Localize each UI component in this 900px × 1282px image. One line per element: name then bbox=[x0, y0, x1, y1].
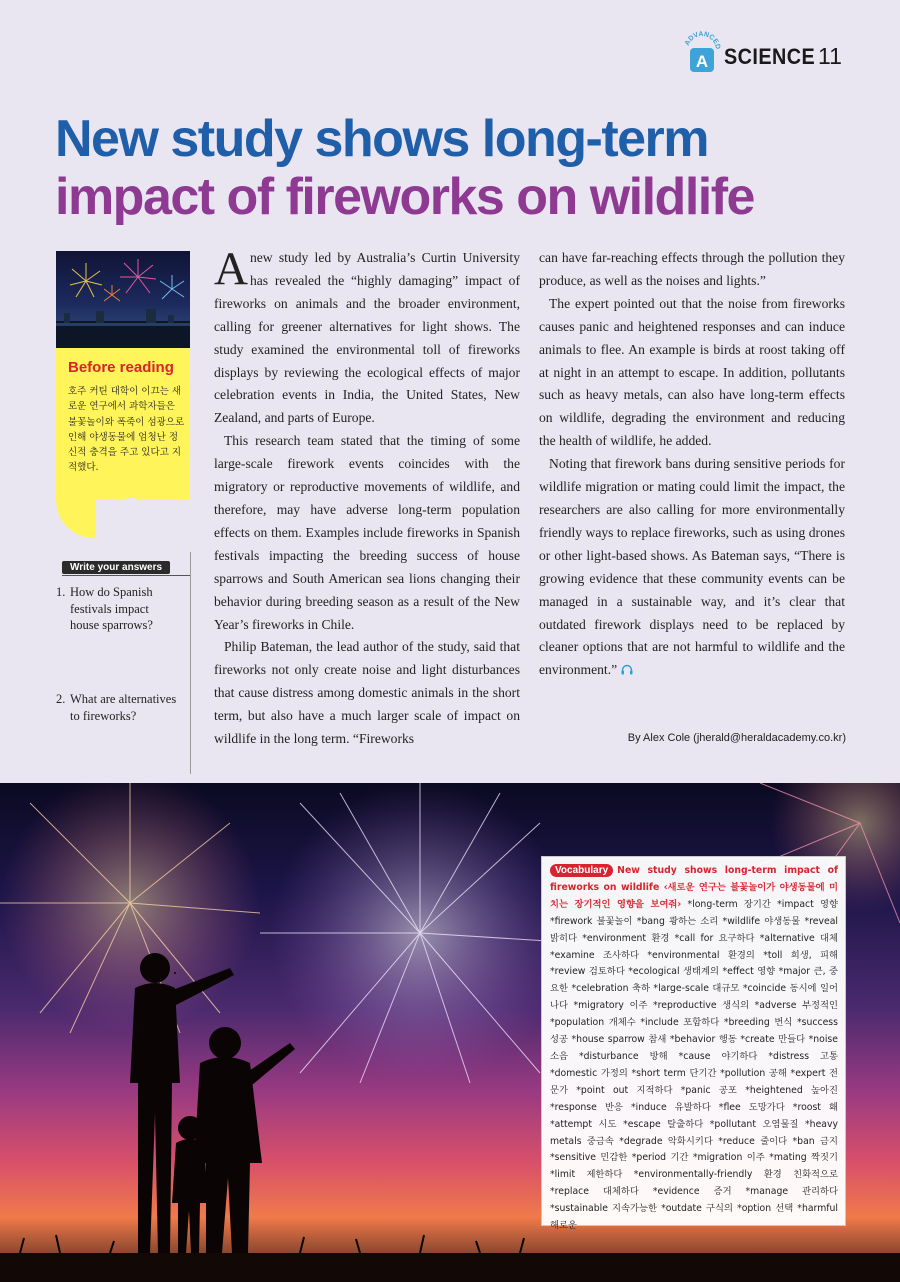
article-column-1 bbox=[214, 243, 520, 751]
advanced-badge-icon bbox=[682, 28, 722, 74]
paragraph-text: new study led by Australia’s Curtin University has revealed the “highly damaging” impact of fireworks on animals and the broader environment, calling for greener alternatives for light shows. The study examined the environmental toll of fireworks displays by reviewing the ecological effects of major celebration events in India, the United States, New Zealand, and parts of Europe. bbox=[214, 250, 520, 426]
write-answers-label: Write your answers bbox=[62, 561, 170, 574]
section-label: SCIENCE bbox=[724, 44, 816, 69]
vocabulary-list: *long-term 장기간 *impact 영향 *firework 불꽃놀이 *bang 쾅하는 소리 *wildlife 야생동물 *reveal 밝히다 *environment 환경 *call for 요구하다 *alternative 대체 *examine 조사하다 *environmental 환경의 *toll 희생, 피해 *review 검토하다 *ecological 생태계의 *effect 영향 *major 큰, 중요한 *celebration 축하 *large-scale 대규모 *coincide 동시에 일어나다 *migratory 이주 *reproductive 생식의 *adverse 부정적인 *population 개체수 *include 포함하다 *breeding 번식 *success 성공 *house sparrow 참새 *behavior 행동 *create 만들다 *noise 소음 *disturbance 방해 *cause 야기하다 *distress 고통 *domestic 가정의 *short term 단기간 *pollution 공해 *expert 전문가 *point out 지적하다 *panic 공포 *heightened 높아진 *response 반응 *induce 유발하다 *flee 도망가다 *roost 홰 *attempt 시도 *escape 탈출하다 *pollutant 오염물질 *heavy metals 중금속 *degrade 악화시키다 *reduce 줄이다 *ban 금지 *sensitive 민감한 *period 기간 *migration 이주 *mating 짝짓기 *limit 제한하다 *environmentally-friendly 환경 친화적으로 *replace 대체하다 *evidence 증거 *manage 관리하다 *sustainable 지속가능한 *outdate 구식의 *option 선택 *harmful 해로운 bbox=[550, 898, 838, 1232]
paragraph-text: Noting that firework bans during sensitive periods for wildlife migration or mating could limit the impact, the researchers are also calling for more environmentally friendly ways to replace fireworks, such as using drones or other light-based shows. As Bateman says, “There is growing evidence that these community events can be managed in a sustainable way, and it’s clear that outdated firework displays need to be replaced by cleaner options that are not harmful to wildlife and the environment.” bbox=[539, 456, 845, 678]
drop-cap: A bbox=[214, 243, 248, 295]
question-number: 2. bbox=[56, 692, 66, 706]
svg-text:ADVANCED: ADVANCED bbox=[683, 30, 722, 50]
article-column-2 bbox=[539, 247, 845, 682]
page-number: 11 bbox=[818, 43, 842, 69]
question-2 bbox=[56, 691, 186, 724]
article-paragraph: This research team stated that the timing of some large-scale firework events coincides with the migratory or reproductive movements of wildlife, and therefore, may have adverse long-term population effects on them. Examples include fireworks in Spanish festivals impacting the breeding success of house sparrows and South American sea lions changing their behavior during breeding season as a result of the New Year’s fireworks in Chile. bbox=[214, 433, 520, 632]
before-reading-text: 호주 커틴 대학이 이끄는 새로운 연구에서 과학자들은 불꽃놀이와 폭죽이 섬광으로 인해 야생동물에 엄청난 정신적 충격을 주고 있다고 지적했다. bbox=[68, 386, 185, 474]
article-paragraph: The expert pointed out that the noise from fireworks causes panic and heightened responses and can induce animals to flee. An example is birds at roost taking off at night in an attempt to escape. In addition, pollutants such as heavy metals, can also have long-term effects on wildlife, degrading the environment and reducing the health of wildlife, he added. bbox=[539, 295, 845, 449]
vocabulary-headline: New study shows long-term impact of fireworks on wildlife ‹새로운 연구는 불꽃놀이가 야생동물에 미치는 장기적인 영향을 보여줘› bbox=[550, 865, 838, 910]
question-text: What are alternatives to fireworks? bbox=[70, 692, 177, 723]
question-number: 1. bbox=[56, 585, 66, 599]
headphones-icon[interactable] bbox=[621, 664, 633, 675]
fireworks-thumbnail bbox=[56, 251, 190, 348]
article-paragraph bbox=[539, 453, 845, 682]
before-reading-tail bbox=[56, 498, 96, 538]
question-1 bbox=[56, 584, 186, 634]
svg-text:A: A bbox=[695, 52, 709, 71]
vocabulary-tag: Vocabulary bbox=[550, 864, 613, 877]
article-title bbox=[55, 110, 875, 226]
article-paragraph bbox=[214, 243, 520, 430]
before-reading-tail-cutout bbox=[96, 498, 136, 538]
vocabulary-box bbox=[541, 856, 846, 1232]
byline: By Alex Cole (jherald@heraldacademy.co.kr) bbox=[627, 732, 846, 744]
fireworks-thumbnail-art bbox=[56, 251, 190, 348]
title-line-1: New study shows long-term bbox=[55, 110, 709, 168]
article-paragraph: can have far-reaching effects through the pollution they produce, as well as the noises and lights.” bbox=[539, 250, 845, 288]
before-reading-title: Before reading bbox=[68, 359, 174, 376]
question-text: How do Spanish festivals impact house sparrows? bbox=[70, 585, 153, 632]
vocabulary-content bbox=[550, 863, 838, 1235]
article-paragraph: Philip Bateman, the lead author of the study, said that fireworks not only create noise and light disturbances that cause distress among domestic animals in the short term, but also have a much larger scale of impact on wildlife in the long term. “Fireworks bbox=[214, 639, 520, 747]
title-line-2: impact of fireworks on wildlife bbox=[55, 168, 754, 226]
write-answers-rule bbox=[62, 575, 190, 576]
